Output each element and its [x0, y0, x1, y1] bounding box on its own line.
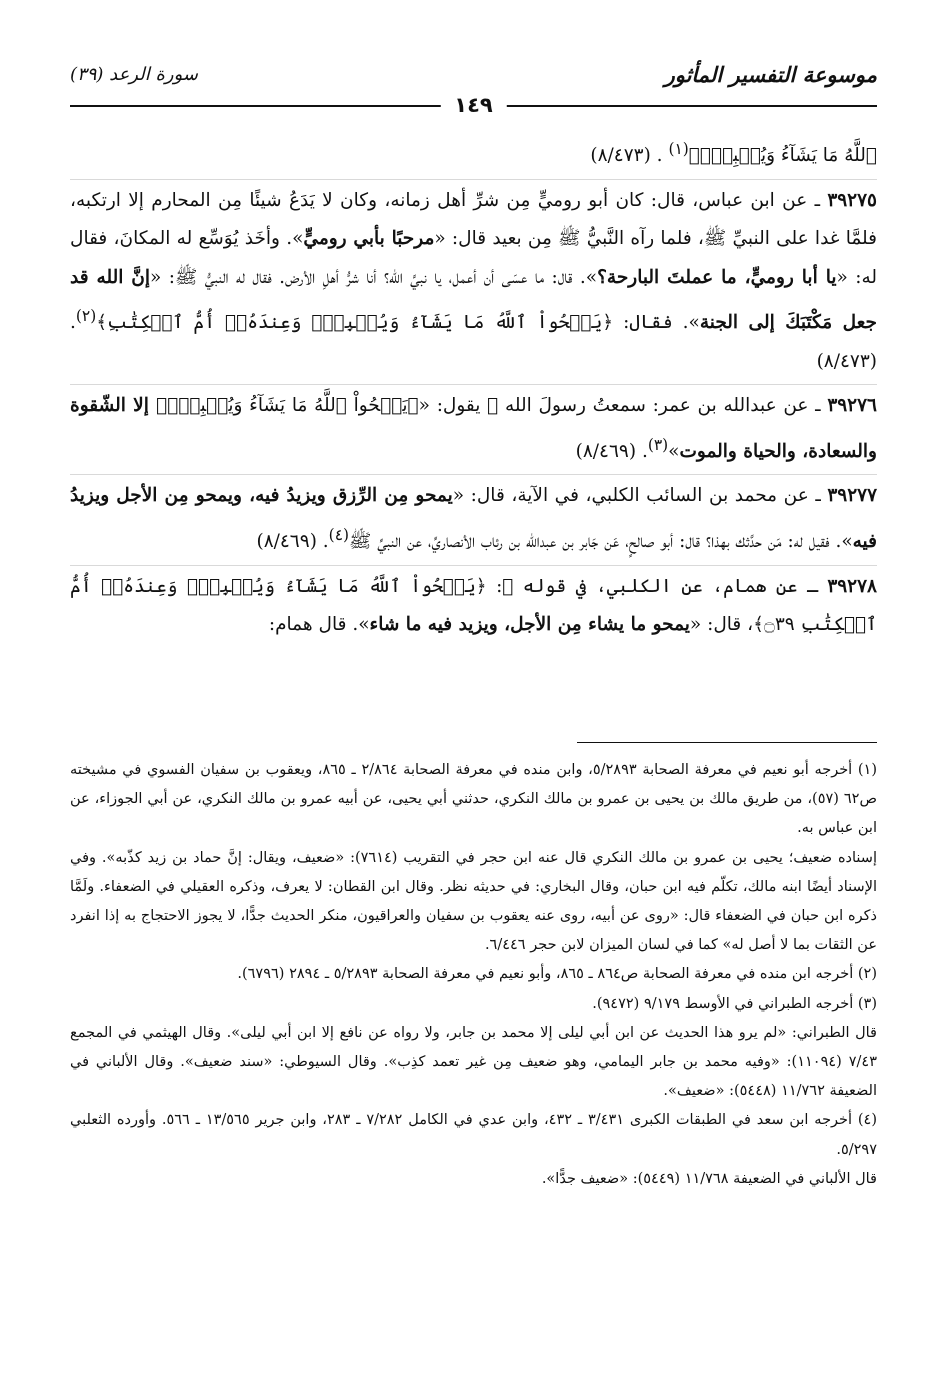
narration-text: . [636, 440, 648, 462]
narration-text: » [668, 440, 680, 462]
hadith-entry [70, 565, 877, 645]
hadith-number: ٣٩٢٧٥ [827, 189, 877, 211]
hadith-number: ٣٩٢٧٧ [827, 485, 878, 507]
book-title: موسوعة التفسير المأثور [664, 61, 877, 87]
narration-text: . [316, 531, 329, 553]
quran-quote: ٱللَّهُ مَا يَشَآءُ وَيُثۡبِتُۖ﴾ [688, 145, 877, 167]
volume-page-reference: (٨/٤٦٩) [256, 531, 317, 553]
quran-quote: ﴿يَمۡحُواْ ٱللَّهُ مَا يَشَآءُ وَيُثۡبِتُۖ﴾ [156, 395, 419, 417]
footnote: (٢) أخرجه ابن منده في معرفة الصحابة ص٨٦٤ ـ ٨٦٥، وأبو نعيم في معرفة الصحابة ٥/٢٨٩٣ ـ ٢٨٩٤ (٦٧٩٦). [237, 966, 877, 983]
narration-text: ». فقال: [613, 312, 700, 334]
quran-quote: ﴿يَمۡحُواْ ٱللَّهُ مَا يَشَآءُ وَيُثۡبِتُۖ وَعِندَهُۥٓ أُمُّ ٱلۡكِتَٰبِ﴾ [96, 312, 614, 334]
hadith-entry [70, 384, 877, 471]
narration-text: ». وأخَذ يُوَسِّع له المكانَ، فقال له: « [70, 228, 877, 288]
prophetic-saying: يا أبا روميٍّ، ما عملتَ البارحة؟ [597, 266, 837, 288]
narration-text: . [70, 312, 76, 334]
footnote: (٣) أخرجه الطبراني في الأوسط ٩/١٧٩ (٩٤٧٢). [592, 995, 877, 1012]
prophetic-saying: إنَّ الله قد جعل مَكْتَبَكَ إلى الجنة [70, 266, 877, 334]
narration-text: ». فقيل له: مَن حدَّثك بهذا؟ قال: أبو صالحٍ، عَن جَابر بن عبدالله بن رئاب الأنصاريِّ، عن النبيِّ ﷺ [348, 531, 853, 553]
narration-text: ». قال همام: [268, 614, 370, 636]
narration-text: ـ عن همام، عن الكلبي، في قوله ﷻ: [486, 575, 828, 597]
quran-quote: ﴿يَمۡحُواْ ٱللَّهُ مَا يَشَآءُ وَيُثۡبِتُۖ وَعِندَهُۥٓ أُمُّ ٱلۡكِتَٰبِ ۝٣٩﴾ [70, 575, 877, 636]
prophetic-saying: يمحو ما يشاء مِن الأجل، ويزيد فيه ما شاء [369, 614, 690, 636]
narration-text: ـ عن ابن عباس، قال: كان أبو روميٍّ مِن شرِّ أهل زمانه، وكان لا يَدَعُ شيئًا مِن المحارم إلا ارتكبه، فلمَّا غدا على النبيِّ ﷺ، فلما رآه النَّبيُّ ﷺ مِن بعيد قال: « [70, 189, 877, 250]
verse-continuation [70, 130, 877, 176]
hadith-entry [70, 474, 877, 561]
footnotes [70, 756, 877, 1194]
narration-text: ». قال: ما عسَى أن أعمل، يا نبيَّ الله؟ أنا شرُّ أهلِ الأرض. فقال له النبيُّ ﷺ: « [150, 266, 598, 288]
prophetic-saying: مرحبًا بأبي روميٍّ [303, 228, 435, 250]
volume-page-reference: (٨/٤٧٣) [590, 145, 651, 167]
page-number: ١٤٩ [440, 92, 506, 118]
footnote: إسناده ضعيف؛ يحيى بن عمرو بن مالك النكري قال عنه ابن حجر في التقريب (٧٦١٤): «ضعيف، ويقال: إنَّ حماد بن زيد كذّبه». وفي الإسناد أيضًا ابنه مالك، تكلّم فيه ابن حبان، وقال البخاري: في حديثه نظر. وقال ابن القطان: لا يعرف، وذكره العقيلي في الضعفاء. ولَمَّا ذكره ابن حبان في الضعفاء قال: «روى عن أبيه، روى عنه يعقوب بن سفيان والعراقيون، منكر الحديث جدًّا، لا يجوز الاحتجاج به إذا انفرد عن الثقات بما لا أصل له» كما في لسان الميزان لابن حجر ٦/٤٤٦. [70, 849, 877, 954]
footnote-marker: (٣) [647, 435, 669, 454]
narration-text: . [650, 145, 669, 167]
narration-text: ـ عن عبدالله بن عمر: سمعتُ رسولَ الله ﷺ يقول: « [418, 395, 828, 417]
hadith-number: ٣٩٢٧٦ [827, 395, 877, 417]
footnote-separator [577, 742, 877, 743]
main-text [70, 130, 877, 645]
footnote-marker: (٢) [75, 307, 97, 326]
footnote: قال الألباني في الضعيفة ١١/٧٦٨ (٥٤٤٩): «ضعيف جدًّا». [541, 1170, 877, 1187]
footnote: (٤) أخرجه ابن سعد في الطبقات الكبرى ٣/٤٣١ ـ ٤٣٢، وابن عدي في الكامل ٧/٢٨٢ ـ ٢٨٣، وابن جرير ١٣/٥٦٥ ـ ٥٦٦. وأورده الثعلبي ٥/٢٩٧. [70, 1112, 878, 1158]
header-ornament [70, 92, 877, 118]
narration-text: ـ عن محمد بن السائب الكلبي، في الآية، قال: « [452, 485, 828, 507]
footnote-marker: (٤) [328, 525, 349, 544]
volume-page-reference: (٨/٤٦٩) [575, 440, 637, 462]
running-header [70, 58, 877, 90]
surah-title: سورة الرعد (٣٩) [70, 63, 198, 85]
prophetic-saying: إلا الشّقوة والسعادة، والحياة والموت [70, 395, 877, 462]
hadith-entry [70, 179, 877, 382]
footnote: قال الطبراني: «لم يرو هذا الحديث عن ابن أبي ليلى إلا محمد بن جابر، ولا رواه عن نافع إلا ابن أبي ليلى». وقال الهيثمي في المجمع ٧/٤٣ (١١٠٩٤): «وفيه محمد بن جابر اليمامي، وهو ضعيف مِن غير تعمد كذِب». وقال السيوطي: «سند ضعيف». وقال الألباني في الضعيفة ١١/٧٦٢ (٥٤٤٨): «ضعيف». [70, 1024, 877, 1100]
narration-text: ، قال: « [689, 614, 754, 636]
footnote: (١) أخرجه أبو نعيم في معرفة الصحابة ٥/٢٨٩٣، وابن منده في معرفة الصحابة ٢/٨٦٤ ـ ٨٦٥، ويعقوب بن سفيان الفسوي في مشيخته ص٦٢ (٥٧)، من طريق مالك بن يحيى بن عمرو بن مالك النكري، حدثني أبي يحيى، عن أبيه عمرو بن مالك النكري، عن أبي الجوزاء، عن ابن عباس به. [70, 762, 877, 837]
footnote-marker: (١) [668, 140, 689, 158]
volume-page-reference: (٨/٤٧٣) [816, 350, 877, 372]
prophetic-saying: يمحو مِن الرِّزق ويزيدُ فيه، ويمحو مِن الأجل ويزيدُ فيه [70, 485, 877, 553]
hadith-number: ٣٩٢٧٨ [827, 575, 877, 597]
